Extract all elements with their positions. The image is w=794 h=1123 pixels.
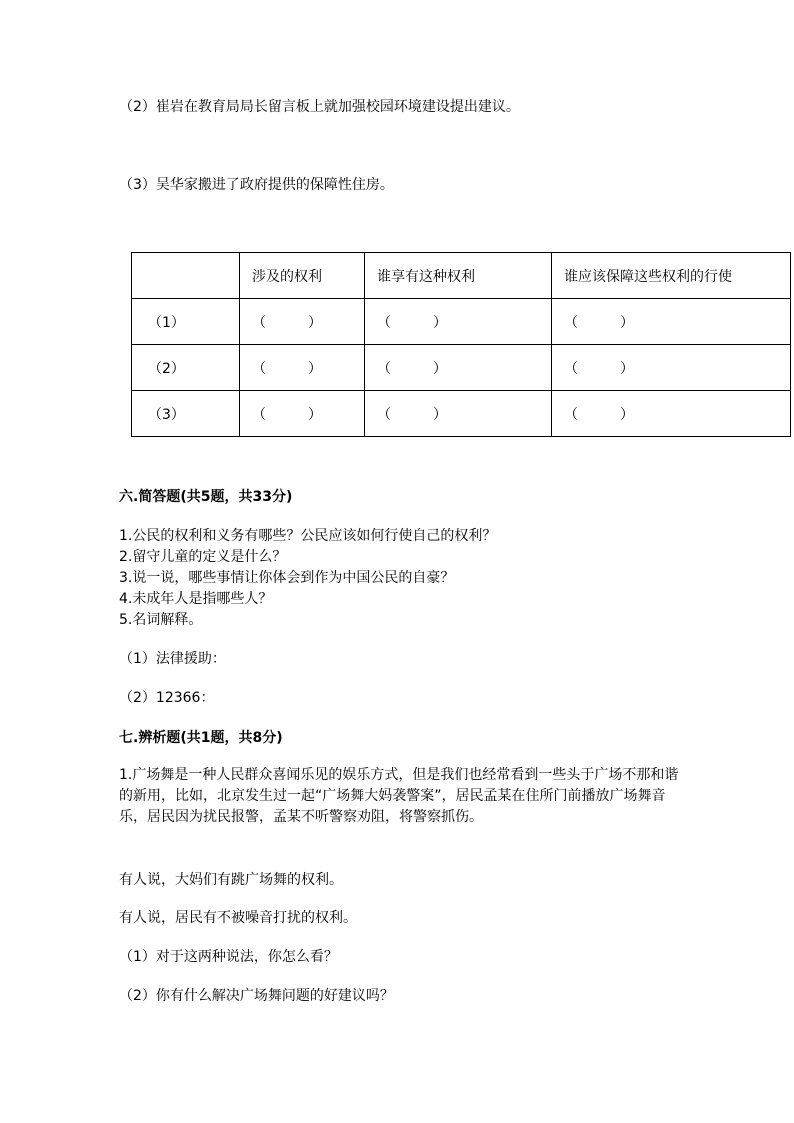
answer-blank[interactable]: （ ） [365,299,552,345]
rights-table [131,252,791,437]
question-6-3: 3.说一说，哪些事情让你体会到作为中国公民的自豪？ [119,570,455,586]
table-row [132,345,791,391]
answer-blank[interactable]: （ ） [552,299,791,345]
question-7-sub2: （2）你有什么解决广场舞问题的好建议吗？ [119,988,394,1004]
table-header-cell [132,253,240,299]
answer-blank[interactable]: （ ） [365,391,552,437]
question-6-2: 2.留守儿童的定义是什么？ [119,549,287,565]
row-label: （3） [132,391,240,437]
row-label: （1） [132,299,240,345]
table-row [132,299,791,345]
opinion-1: 有人说，大妈们有跳广场舞的权利。 [119,872,343,888]
question-7-sub1: （1）对于这两种说法，你怎么看？ [119,949,338,965]
table-header-cell: 谁享有这种权利 [365,253,552,299]
table-row [132,391,791,437]
answer-blank[interactable]: （ ） [365,345,552,391]
table-header-row [132,253,791,299]
question-6-5-sub1: （1）法律援助： [119,651,226,667]
answer-blank[interactable]: （ ） [552,345,791,391]
table-header-cell: 谁应该保障这些权利的行使 [552,253,791,299]
table-header-cell: 涉及的权利 [240,253,365,299]
question-5-2-text: （2）崔岩在教育局局长留言板上就加强校园环境建设提出建议。 [119,99,520,115]
answer-blank[interactable]: （ ） [552,391,791,437]
question-6-5-sub2: （2）12366： [119,690,215,706]
section-7-title: 七.辨析题(共1题，共8分) [119,730,283,746]
question-6-1: 1.公民的权利和义务有哪些？公民应该如何行使自己的权利？ [119,528,497,544]
section-6-title: 六.简答题(共5题，共33分) [119,489,293,505]
question-5-3-text: （3）吴华家搬进了政府提供的保障性住房。 [119,177,394,193]
opinion-2: 有人说，居民有不被噪音打扰的权利。 [119,910,357,926]
question-6-5: 5.名词解释。 [119,612,203,628]
answer-blank[interactable]: （ ） [240,299,365,345]
question-6-4: 4.未成年人是指哪些人？ [119,591,273,607]
answer-blank[interactable]: （ ） [240,391,365,437]
question-7-1-paragraph: 1.广场舞是一种人民群众喜闻乐见的娱乐方式，但是我们也经常看到一些头于广场不那和谐的新用，比如，北京发生过一起“广场舞大妈袭警案”，居民孟某在住所门前播放广场舞音乐，居民因为扰民报警，孟某不听警察劝阻，将警察抓伤。 [119,767,679,825]
row-label: （2） [132,345,240,391]
answer-blank[interactable]: （ ） [240,345,365,391]
